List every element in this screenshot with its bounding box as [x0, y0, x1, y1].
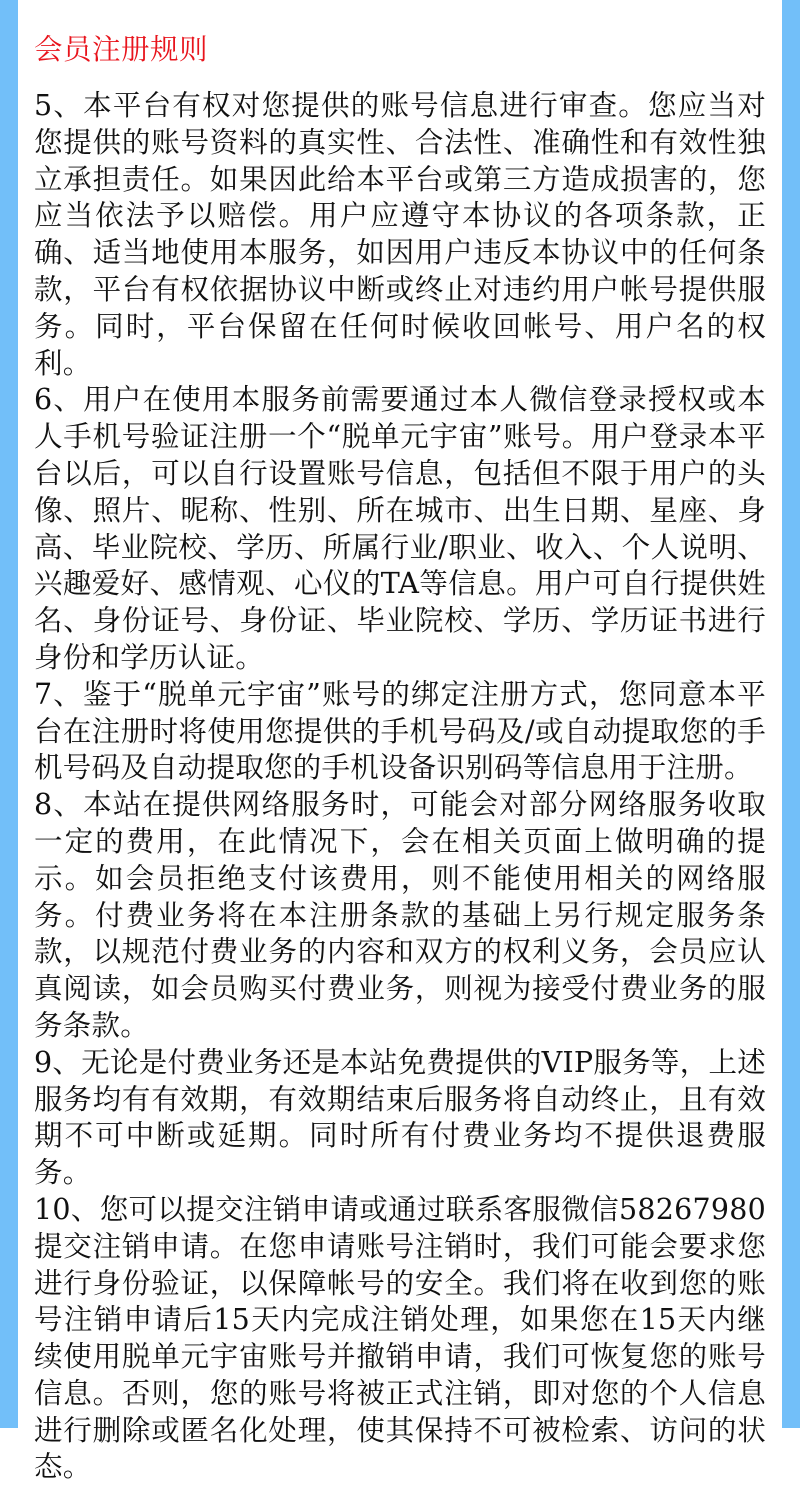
left-border — [0, 0, 18, 1428]
rule-paragraph-6: 6、用户在使用本服务前需要通过本人微信登录授权或本人手机号验证注册一个“脱单元宇宙”账号。用户登录本平台以后，可以自行设置账号信息，包括但不限于用户的头像、照片、昵称、性别、所在城市、出生日期、星座、身高、毕业院校、学历、所属行业/职业、收入、个人说明、兴趣爱好、感情观、心仪的TA等信息。用户可自行提供姓名、身份证号、身份证、毕业院校、学历、学历证书进行身份和学历认证。 — [34, 383, 766, 674]
rule-paragraph-5: 5、本平台有权对您提供的账号信息进行审查。您应当对您提供的账号资料的真实性、合法性、准确性和有效性独立承担责任。如果因此给本平台或第三方造成损害的，您应当依法予以赔偿。用户应遵守本协议的各项条款，正确、适当地使用本服务，如因用户违反本协议中的任何条款，平台有权依据协议中断或终止对违约用户帐号提供服务。同时，平台保留在任何时候收回帐号、用户名的权利。 — [34, 89, 766, 380]
rules-panel — [18, 0, 782, 1484]
right-border — [782, 0, 800, 1428]
page-title: 会员注册规则 — [34, 33, 209, 66]
rule-paragraph-10: 10、您可以提交注销申请或通过联系客服微信58267980提交注销申请。在您申请账号注销时，我们可能会要求您进行身份验证，以保障帐号的安全。我们将在收到您的账号注销申请后15天内完成注销处理，如果您在15天内继续使用脱单元宇宙账号并撤销申请，我们可恢复您的账号信息。否则，您的账号将被正式注销，即对您的个人信息进行删除或匿名化处理，使其保持不可被检索、访问的状态。 — [34, 1192, 766, 1484]
rule-paragraph-9: 9、无论是付费业务还是本站免费提供的VIP服务等，上述服务均有有效期，有效期结束后服务将自动终止，且有效期不可中断或延期。同时所有付费业务均不提供退费服务。 — [34, 1045, 766, 1190]
rule-paragraph-7: 7、鉴于“脱单元宇宙”账号的绑定注册方式，您同意本平台在注册时将使用您提供的手机号码及/或自动提取您的手机号码及自动提取您的手机设备识别码等信息用于注册。 — [34, 677, 766, 785]
rule-paragraph-8: 8、本站在提供网络服务时，可能会对部分网络服务收取一定的费用，在此情况下，会在相关页面上做明确的提示。如会员拒绝支付该费用，则不能使用相关的网络服务。付费业务将在本注册条款的基础上另行规定服务条款，以规范付费业务的内容和双方的权利义务，会员应认真阅读，如会员购买付费业务，则视为接受付费业务的服务条款。 — [34, 788, 766, 1042]
